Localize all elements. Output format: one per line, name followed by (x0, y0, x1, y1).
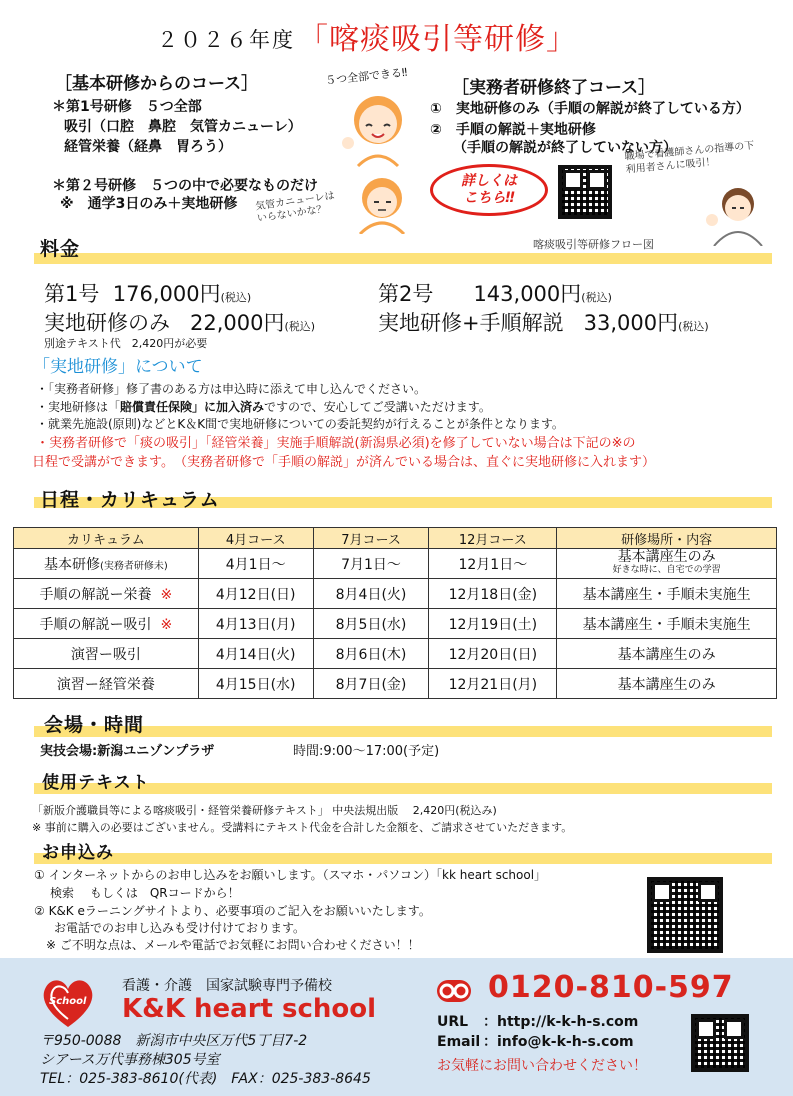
table-row (14, 609, 777, 639)
fee-tejun-price: 33,000円 (583, 311, 679, 335)
textbook-section-title: 使用テキスト (42, 773, 150, 793)
freedial-number[interactable]: 0120-810-597 (488, 970, 734, 1005)
apply-line: お電話でのお申し込みも受け付けております。 (54, 921, 306, 935)
column-header: 7月コース (313, 528, 429, 549)
curriculum-name: 演習ー経管栄養 (14, 669, 199, 699)
practitioner-course-line: ① 実地研修のみ（手順の解説が終了している方） (430, 101, 750, 117)
place-text: 基本講座生のみ (617, 548, 716, 565)
table-row (14, 669, 777, 699)
url-label: URL (437, 1014, 469, 1030)
jitchi-note-part: 」に加入済み (192, 400, 265, 414)
basic-course-line: ＊第1号研修 ５つ全部 (52, 99, 202, 115)
fee-no2-price: 143,000円 (473, 282, 582, 306)
fee-no2-label: 第2号 (378, 282, 434, 306)
column-header: カリキュラム (14, 528, 199, 549)
curriculum-name (14, 609, 199, 639)
table-row (14, 579, 777, 609)
footer-qr-code[interactable] (691, 1014, 749, 1072)
july-date: 8月6日(木) (313, 639, 429, 669)
december-date: 12月1日～ (429, 549, 557, 579)
basic-course-line: ＊第２号研修 ５つの中で必要なものだけ (52, 178, 318, 194)
email-link[interactable]: ：info@k-k-h-s.com (483, 1034, 634, 1050)
july-date: 8月5日(水) (313, 609, 429, 639)
curriculum-name-text: 基本研修 (43, 556, 100, 573)
fee-jitchi-price: 22,000円 (190, 311, 285, 335)
jitchi-note-part: ですので、安心してご受講いただけます。 (264, 400, 491, 414)
email-label: Email (437, 1034, 481, 1050)
jitchi-note-insurance (36, 398, 491, 415)
curriculum-name-text: 手順の解説ー栄養 (39, 586, 152, 603)
december-date: 12月21日(月) (429, 669, 557, 699)
school-name: K&K heart school (122, 994, 377, 1024)
fee-jitchi (44, 307, 315, 337)
fee-no1 (44, 278, 251, 308)
apply-line: ① インターネットからのお申し込みをお願いします。（スマホ・パソコン）「kk heart school」 (34, 868, 547, 882)
fee-no1-tax: (税込) (220, 291, 252, 304)
apply-line: ② K&K eラーニングサイトより、必要事項のご記入をお願いいたします。 (34, 904, 431, 918)
basic-course-line: 吸引（口腔 鼻腔 気管カニューレ） (64, 119, 302, 135)
speech-cannula: 気管カニューレは いらないかな？ (254, 190, 336, 225)
page-title: 「喀痰吸引等研修」 (298, 22, 577, 57)
place-subtext: 好きな時に、自宅での学習 (612, 564, 721, 575)
fee-no1-price: 176,000円 (112, 282, 221, 306)
curriculum-name (14, 579, 199, 609)
fee-jitchi-label: 実地研修のみ (44, 311, 170, 335)
practitioner-course-line: （手順の解説が終了していない方） (453, 140, 677, 156)
textbook-note: ※ 事前に購入の必要はございません。受講料にテキスト代金を合計した金額を、ご請求させていただきます。 (32, 821, 573, 834)
details-bubble-text: 詳しくは こちら‼ (461, 173, 517, 206)
basic-course-heading: ［基本研修からのコース］ (55, 74, 259, 94)
apply-line: ※ ご不明な点は、メールや電話でお気軽にお問い合わせください！！ (46, 938, 420, 952)
table-row (14, 639, 777, 669)
practitioner-course-line: ② 手順の解説＋実地研修 (430, 122, 596, 138)
fees-section-title: 料金 (40, 238, 81, 260)
note-mark: ※ (160, 616, 173, 633)
december-date: 12月18日(金) (429, 579, 557, 609)
curriculum-name-note: (実務者研修未) (99, 560, 168, 572)
jitchi-note: ・「実務者研修」修了書のある方は申込時に添えて申し込んでください。 (36, 382, 427, 396)
flow-caption: 喀痰吸引等研修フロー図 (533, 238, 654, 251)
april-date: 4月14日(火) (198, 639, 313, 669)
jitchi-note: ・就業先施設(原則)などとK＆K間で実地研修についての委託契約が行えることが条件となります。 (36, 417, 564, 431)
column-header: 12月コース (429, 528, 557, 549)
curriculum-name: 演習ー吸引 (14, 639, 199, 669)
fee-no2-tax: (税込) (581, 291, 612, 304)
email-row (437, 1031, 634, 1051)
inquiry-text: お気軽にお問い合わせください！ (437, 1058, 647, 1074)
apply-qr-code[interactable] (647, 877, 723, 953)
april-date: 4月1日～ (198, 549, 313, 579)
student-illustration (338, 88, 418, 168)
april-date: 4月13日(月) (198, 609, 313, 639)
fee-tejun (378, 307, 709, 337)
url-link[interactable]: ：http://k-k-h-s.com (483, 1014, 639, 1030)
text-fee-note: 別途テキスト代 2,420円が必要 (44, 337, 208, 350)
july-date: 8月4日(火) (313, 579, 429, 609)
apply-section-bar (34, 853, 772, 864)
flow-qr-code[interactable] (558, 165, 612, 219)
basic-course-line: ※ 通学3日のみ＋実地研修 (60, 196, 238, 212)
freedial-icon (436, 977, 472, 1005)
note-mark: ※ (160, 586, 173, 603)
table-header-row (14, 528, 777, 549)
insurance-name: 賠償責任保険 (120, 400, 193, 414)
table-row (14, 549, 777, 579)
fee-tejun-tax: (税込) (678, 320, 709, 333)
july-date: 8月7日(金) (313, 669, 429, 699)
apply-line: 検索 もしくは QRコードから！ (50, 886, 240, 900)
footer-tel-fax: TEL：025-383-8610(代表) FAX：025-383-8645 (40, 1071, 371, 1087)
speech-all-five: ５つ全部できる‼ (324, 65, 408, 88)
place-cell: 基本講座生・手順未実施生 (557, 609, 777, 639)
fee-tejun-label: 実地研修+手順解説 (378, 311, 564, 335)
basic-course-line: 経管栄養（経鼻 胃ろう） (64, 139, 232, 155)
april-date: 4月12日(日) (198, 579, 313, 609)
schedule-section-title: 日程・カリキュラム (40, 489, 220, 511)
fee-no1-label: 第1号 (44, 282, 100, 306)
place-cell (557, 549, 777, 579)
venue-place: 実技会場:新潟ユニゾンプラザ (40, 744, 215, 759)
url-row (437, 1011, 638, 1031)
speech-nurse: 職場で看護師さんの指導の下 利用者さんに吸引！ (624, 140, 755, 176)
venue-section-title: 会場・時間 (44, 714, 145, 736)
curriculum-table (13, 527, 777, 699)
december-date: 12月20日(日) (429, 639, 557, 669)
nurse-illustration (700, 180, 770, 246)
textbook-info: 「新版介護職員等による喀痰吸引・経管栄養研修テキスト」 中央法規出版 2,420円(税込み) (32, 804, 497, 817)
curriculum-name-text: 手順の解説ー吸引 (39, 616, 152, 633)
column-header: 4月コース (198, 528, 313, 549)
curriculum-name (14, 549, 199, 579)
venue-section-bar (34, 726, 772, 737)
jitchi-note-part: ・実地研修は「 (36, 400, 121, 414)
details-bubble[interactable] (430, 164, 548, 216)
footer-building: シアース万代事務棟305号室 (40, 1052, 220, 1068)
jitchi-heading: 「実地研修」について (33, 357, 203, 377)
fee-jitchi-tax: (税込) (284, 320, 316, 333)
place-cell: 基本講座生・手順未実施生 (557, 579, 777, 609)
fee-no2 (378, 278, 612, 308)
place-cell: 基本講座生のみ (557, 669, 777, 699)
student-illustration-2 (352, 172, 412, 234)
column-header: 研修場所・内容 (557, 528, 777, 549)
practitioner-course-heading: ［実務者研修終了コース］ (452, 78, 656, 98)
jitchi-note-warning: ・実務者研修で「痰の吸引」「経管栄養」実施手順解説(新潟県必須)を修了していない場合は下記の※の (36, 436, 636, 451)
footer-tagline: 看護・介護 国家試験専門予備校 (122, 978, 332, 994)
year-label: ２０２６年度 (157, 28, 295, 52)
footer-address: 〒950-0088 新潟市中央区万代5丁目7-2 (40, 1033, 308, 1049)
venue-time: 時間:9:00～17:00(予定) (293, 744, 440, 759)
jitchi-note-warning: 日程で受講ができます。 （実務者研修で「手順の解説」が済んでいる場合は、直ぐに実地研修に入れます） (32, 455, 655, 470)
april-date: 4月15日(水) (198, 669, 313, 699)
place-cell: 基本講座生のみ (557, 639, 777, 669)
logo-word: School (49, 996, 87, 1007)
fees-section-bar (34, 253, 772, 264)
apply-section-title: お申込み (42, 843, 114, 863)
july-date: 7月1日～ (313, 549, 429, 579)
december-date: 12月19日(土) (429, 609, 557, 639)
